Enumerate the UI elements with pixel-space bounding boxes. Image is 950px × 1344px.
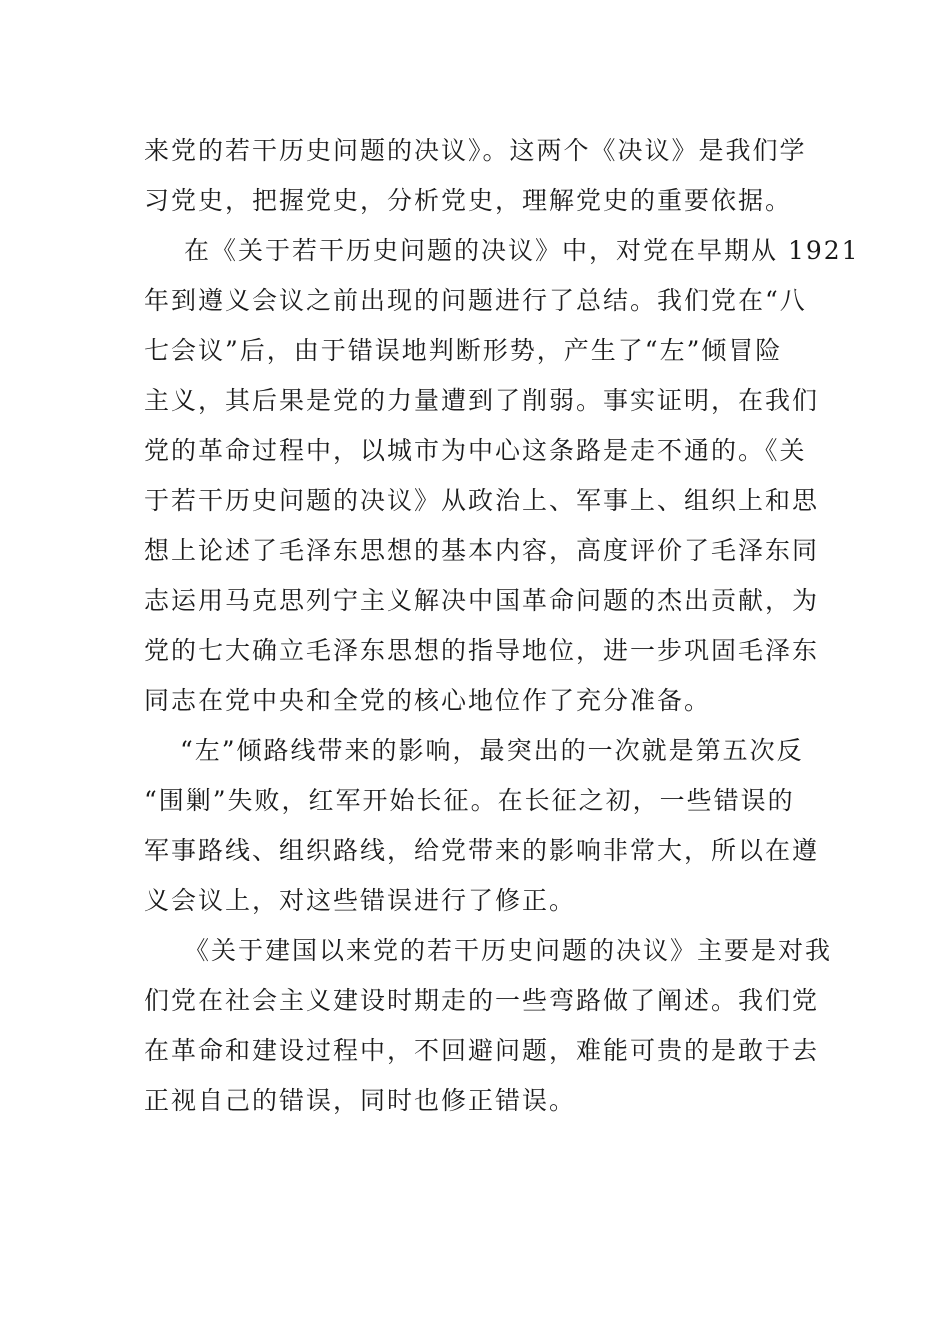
paragraph-line: 正视自己的错误，同时也修正错误。 [144,1086,577,1115]
paragraph-line: 《关于建国以来党的若干历史问题的决议》主要是对我 [184,936,833,965]
paragraph-line: 志运用马克思列宁主义解决中国革命问题的杰出贡献，为 [144,586,820,615]
paragraph-line: 军事路线、组织路线，给党带来的影响非常大，所以在遵 [144,836,820,865]
paragraph-line: 在《关于若干历史问题的决议》中，对党在早期从 1921 [184,236,860,265]
paragraph-line: 同志在党中央和全党的核心地位作了充分准备。 [144,686,712,715]
paragraph-line: “围剿”失败，红军开始长征。在长征之初，一些错误的 [144,786,795,815]
paragraph-line: 习党史，把握党史，分析党史，理解党史的重要依据。 [144,186,793,215]
paragraph-line: 们党在社会主义建设时期走的一些弯路做了阐述。我们党 [144,986,820,1015]
paragraph-line: 党的七大确立毛泽东思想的指导地位，进一步巩固毛泽东 [144,636,820,665]
paragraph-line: 想上论述了毛泽东思想的基本内容，高度评价了毛泽东同 [144,536,820,565]
paragraph-line: 来党的若干历史问题的决议》。这两个《决议》是我们学 [144,136,807,165]
paragraph-line: 年到遵义会议之前出现的问题进行了总结。我们党在“八 [144,286,807,315]
paragraph-line: 主义，其后果是党的力量遭到了削弱。事实证明，在我们 [144,386,820,415]
document-body [144,126,860,1126]
paragraph-line: 七会议”后，由于错误地判断形势，产生了“左”倾冒险 [144,336,783,365]
paragraph-line: 党的革命过程中，以城市为中心这条路是走不通的。《关 [144,436,807,465]
paragraph-line: “左”倾路线带来的影响，最突出的一次就是第五次反 [180,736,804,765]
paragraph-line: 义会议上，对这些错误进行了修正。 [144,886,577,915]
paragraph-line: 于若干历史问题的决议》从政治上、军事上、组织上和思 [144,486,820,515]
paragraph-line: 在革命和建设过程中，不回避问题，难能可贵的是敢于去 [144,1036,820,1065]
